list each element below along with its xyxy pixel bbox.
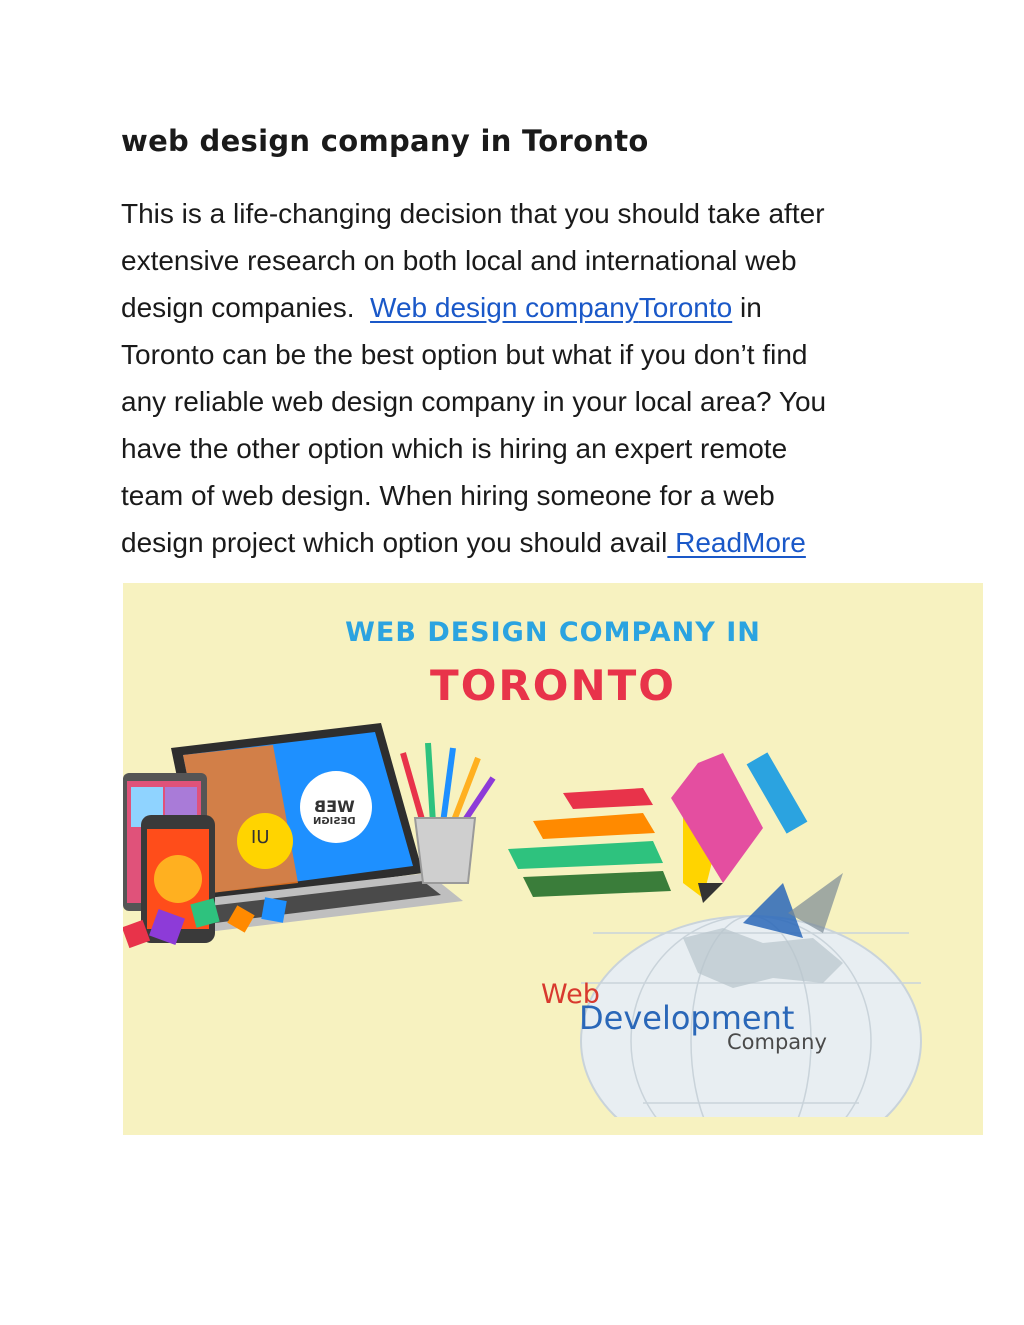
screen-web-text: WEB — [313, 797, 355, 816]
screen-ui-label: UI — [251, 827, 270, 848]
paragraph-line: team of web design. When hiring someone for a web — [121, 480, 775, 511]
article-paragraph — [121, 190, 911, 566]
logo-web-text: Web — [541, 979, 600, 1010]
paragraph-line — [121, 519, 911, 566]
paragraph-line: extensive research on both local and international web — [121, 245, 797, 276]
screen-web-label — [313, 797, 356, 827]
paragraph-text: design project which option you should avail — [121, 527, 668, 558]
paragraph-line: have the other option which is hiring an expert remote — [121, 433, 788, 464]
paragraph-line: This is a life-changing decision that you should take after — [121, 198, 825, 229]
banner-image — [123, 583, 983, 1135]
page-title: web design company in Toronto — [121, 124, 649, 158]
read-more-link[interactable]: ReadMore — [667, 527, 806, 558]
pencil-steps-graphic — [508, 752, 807, 903]
logo-development-text: Development — [579, 999, 795, 1037]
paragraph-line: Toronto can be the best option but what if you don’t find — [121, 339, 808, 370]
paragraph-text: in — [732, 292, 762, 323]
paragraph-text: design companies. — [121, 292, 371, 323]
toronto-link[interactable]: Toronto — [638, 292, 733, 323]
paragraph-line: any reliable web design company in your local area? You — [121, 386, 827, 417]
paragraph-line — [121, 284, 911, 331]
banner-title-line1: WEB DESIGN COMPANY IN — [345, 617, 761, 648]
web-design-company-link[interactable]: Web design company — [370, 292, 639, 323]
banner-title-line2: TORONTO — [430, 661, 676, 710]
logo-company-text: Company — [727, 1030, 827, 1054]
screen-design-text: DESIGN — [313, 816, 356, 827]
